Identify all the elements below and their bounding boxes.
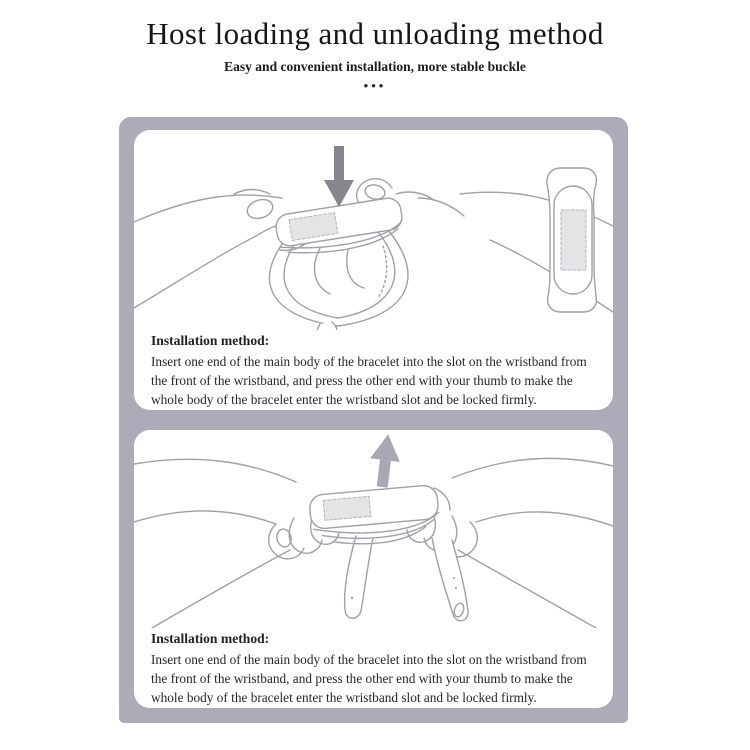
wristband-front-view-drawing bbox=[547, 168, 596, 312]
method-body: Insert one end of the main body of the bracelet into the slot on the wristband from the front of the wristband, and press the other end with your thumb to make the whole body of the bracelet enter the wristband slot and be locked firmly. bbox=[151, 354, 587, 407]
instruction-card-remove bbox=[134, 430, 613, 708]
tracker-body-drawing bbox=[274, 196, 405, 259]
method-heading: Installation method: bbox=[151, 333, 270, 348]
remove-text-block bbox=[134, 628, 613, 707]
page-subtitle: Easy and convenient installation, more stable buckle bbox=[224, 59, 526, 74]
ellipsis-decoration: ••• bbox=[363, 78, 387, 93]
hands-pull-remove-illustration bbox=[134, 430, 613, 628]
left-hand-drawing bbox=[134, 459, 339, 628]
wristband-screen-slot bbox=[561, 210, 586, 270]
instruction-card-install bbox=[134, 130, 613, 410]
page-title: Host loading and unloading method bbox=[146, 16, 604, 51]
press-down-arrow-icon bbox=[324, 146, 354, 207]
instructions-panel bbox=[119, 117, 628, 723]
tracker-screen bbox=[323, 496, 371, 520]
page-header bbox=[0, 16, 750, 94]
pull-up-arrow-icon bbox=[367, 432, 403, 488]
left-hand-drawing bbox=[134, 190, 310, 309]
strap-ends-drawing bbox=[345, 536, 468, 621]
method-heading: Installation method: bbox=[151, 631, 270, 646]
method-body: Insert one end of the main body of the bracelet into the slot on the wristband from the front of the wristband, and press the other end with your thumb to make the whole body of the bracelet enter the wristband slot and be locked firmly. bbox=[151, 652, 587, 705]
hands-press-install-illustration bbox=[134, 130, 613, 330]
tracker-body-drawing bbox=[309, 484, 441, 548]
install-text-block bbox=[134, 330, 613, 409]
